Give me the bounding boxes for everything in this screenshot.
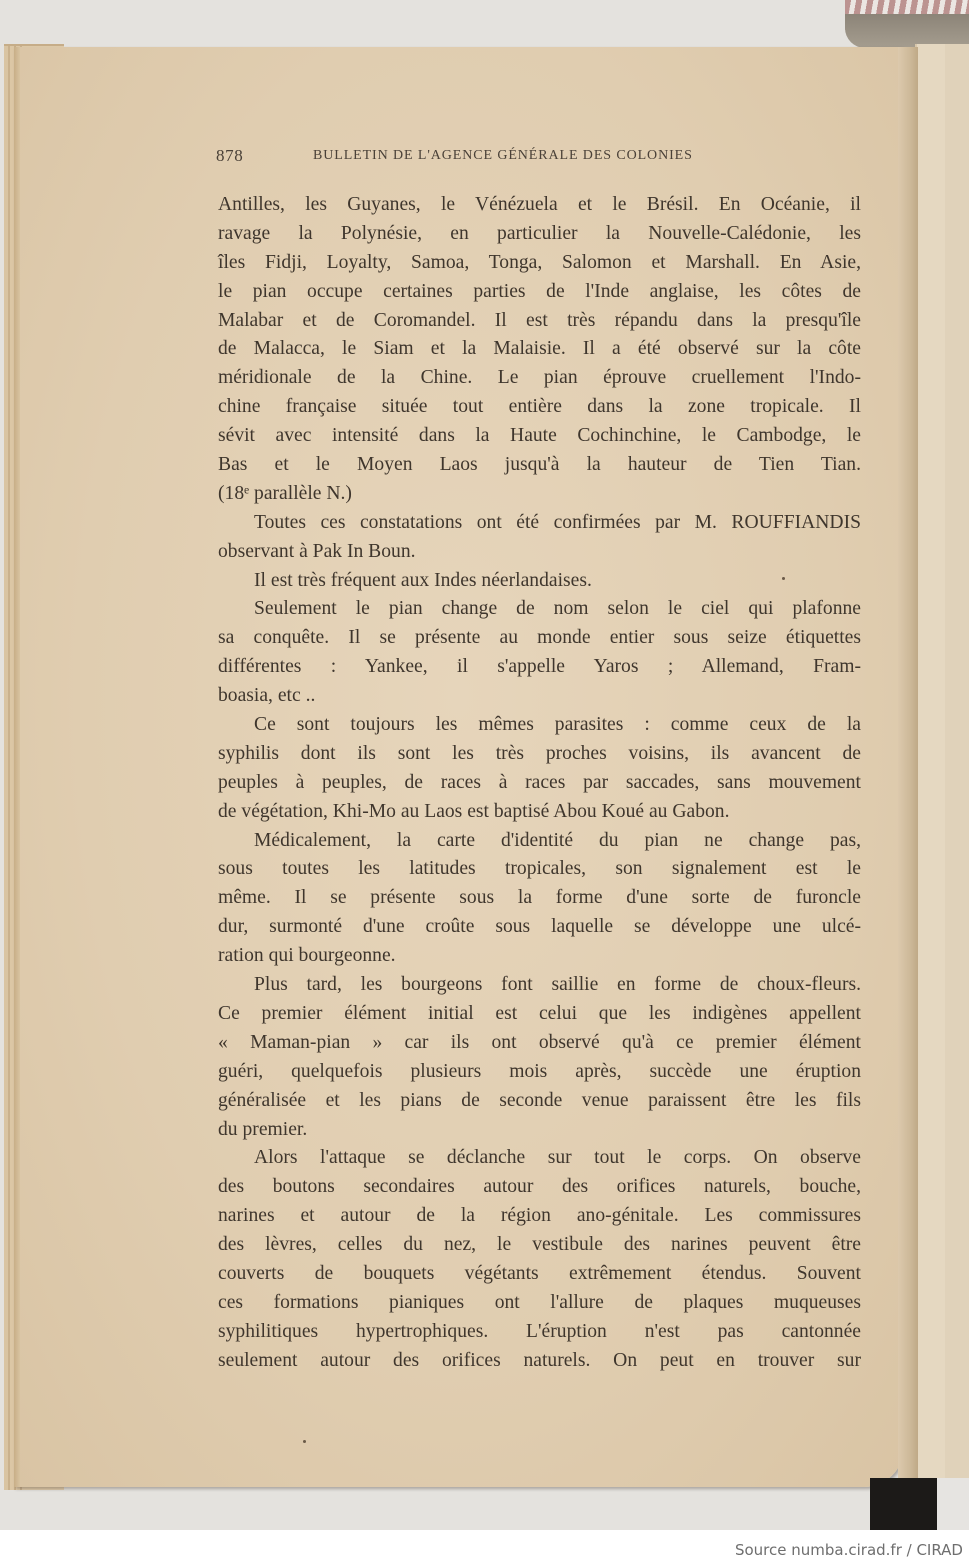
text-line: Seulement le pian change de nom selon le ciel qui plafonne <box>254 598 861 620</box>
text-line: seulement autour des orifices naturels. On peut en trouver sur <box>218 1349 861 1371</box>
text-line: de Malacca, le Siam et la Malaisie. Il a été observé sur la côte <box>218 338 861 360</box>
text-line: Ce premier élément initial est celui que les indigènes appellent <box>218 1002 861 1024</box>
text-line: ces formations pianiques ont l'allure de plaques muqueuses <box>218 1291 861 1313</box>
running-title: BULLETIN DE L'AGENCE GÉNÉRALE DES COLONIES <box>313 148 693 163</box>
text-line: Alors l'attaque se déclanche sur tout le corps. On observe <box>254 1147 861 1169</box>
text-line: Malabar et de Coromandel. Il est très répandu dans la presqu'île <box>218 309 861 331</box>
text-line: ravage la Polynésie, en particulier la Nouvelle-Calédonie, les <box>218 222 861 244</box>
text-line: syphilis dont ils sont les très proches voisins, ils avancent de <box>218 742 861 764</box>
text-line: même. Il se présente sous la forme d'une sorte de furoncle <box>218 887 861 909</box>
source-credit[interactable]: Source numba.cirad.fr / CIRAD <box>734 1541 963 1559</box>
text-line: de végétation, Khi-Mo au Laos est baptisé Abou Koué au Gabon. <box>218 800 730 822</box>
text-line: du premier. <box>218 1118 308 1140</box>
text-line: (18ᵉ parallèle N.) <box>218 482 352 504</box>
text-line: Ce sont toujours les mêmes parasites : comme ceux de la <box>254 714 861 736</box>
text-line: généralisée et les pians de seconde venue paraissent être les fils <box>218 1089 861 1111</box>
text-line: syphilitiques hypertrophiques. L'éruption n'est pas cantonnée <box>218 1320 861 1342</box>
text-line: chine française située tout entière dans la zone tropicale. Il <box>218 396 861 418</box>
text-line: ration qui bourgeonne. <box>218 945 396 967</box>
book-gutter <box>898 47 918 1487</box>
text-line: Médicalement, la carte d'identité du pian ne change pas, <box>254 829 861 851</box>
text-line: narines et autour de la région ano-génitale. Les commissures <box>218 1205 861 1227</box>
text-line: sévit avec intensité dans la Haute Cochinchine, le Cambodge, le <box>218 425 861 447</box>
text-line: Plus tard, les bourgeons font saillie en forme de choux-fleurs. <box>254 974 861 996</box>
text-line: couverts de bouquets végétants extrêmement étendus. Souvent <box>218 1262 861 1284</box>
facing-page-edge <box>915 44 969 1484</box>
text-line: boasia, etc .. <box>218 685 316 707</box>
paper-speck <box>303 1440 306 1443</box>
text-line: peuples à peuples, de races à races par saccades, sans mouvement <box>218 771 861 793</box>
text-line: Il est très fréquent aux Indes néerlandaises. <box>254 569 592 591</box>
text-line: différentes : Yankee, il s'appelle Yaros ; Allemand, Fram- <box>218 656 861 678</box>
text-line: Bas et le Moyen Laos jusqu'à la hauteur de Tien Tian. <box>218 454 861 476</box>
book-cover-edge <box>845 14 969 48</box>
scan-background-corner <box>937 1478 969 1530</box>
text-line: îles Fidji, Loyalty, Samoa, Tonga, Salomon et Marshall. En Asie, <box>218 251 861 273</box>
text-line: dur, surmonté d'une croûte sous laquelle se développe une ulcé- <box>218 916 861 938</box>
page-number: 878 <box>216 146 244 165</box>
text-line: sous toutes les latitudes tropicales, son signalement est le <box>218 858 861 880</box>
body-text <box>218 191 861 1376</box>
text-line: des lèvres, celles du nez, le vestibule des narines peuvent être <box>218 1234 861 1256</box>
text-line: des boutons secondaires autour des orifices naturels, bouche, <box>218 1176 861 1198</box>
text-line: guéri, quelquefois plusieurs mois après, succède une éruption <box>218 1060 861 1082</box>
text-line: Antilles, les Guyanes, le Vénézuela et le Brésil. En Océanie, il <box>218 194 861 215</box>
page-header <box>216 146 861 170</box>
page-left-edge <box>14 47 20 1487</box>
text-line: observant à Pak In Boun. <box>218 540 416 562</box>
text-line: « Maman-pian » car ils ont observé qu'à ce premier élément <box>218 1031 861 1053</box>
text-line: Toutes ces constatations ont été confirmées par M. ROUFFIANDIS <box>254 511 861 533</box>
text-line: sa conquête. Il se présente au monde entier sous seize étiquettes <box>218 627 861 649</box>
text-line: méridionale de la Chine. Le pian éprouve cruellement l'Indo- <box>218 367 861 389</box>
text-line: le pian occupe certaines parties de l'Inde anglaise, les côtes de <box>218 280 861 302</box>
